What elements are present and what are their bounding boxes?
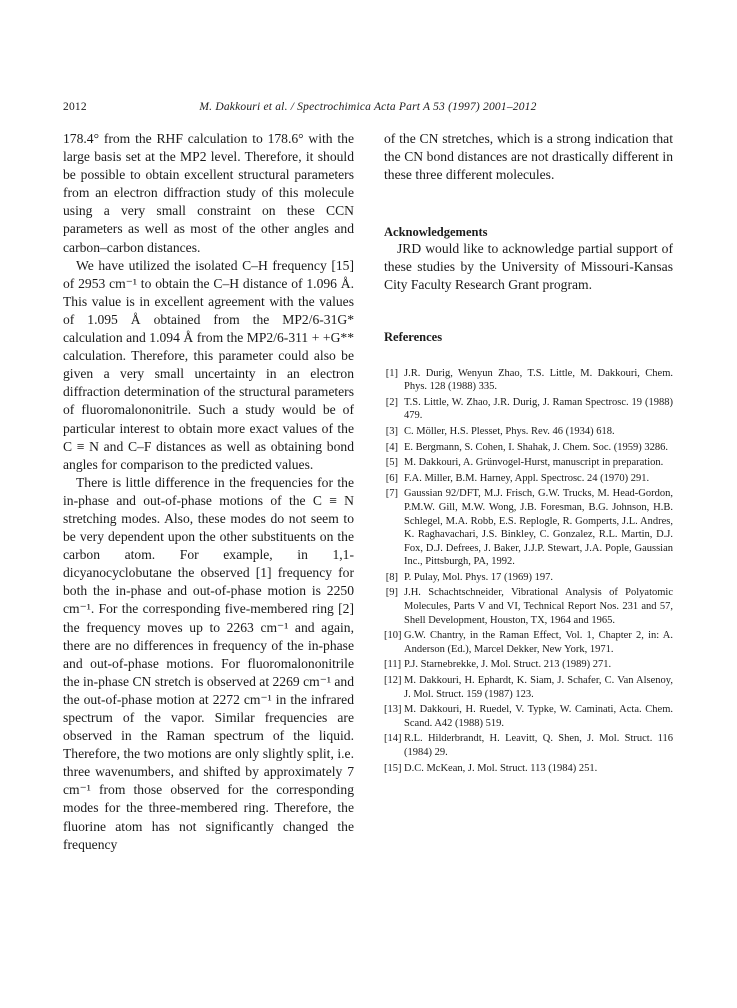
references-heading: References [384,329,443,344]
reference-number: [9] [385,587,398,599]
reference-text: D.C. McKean, J. Mol. Struct. 113 (1984) 251. [404,762,598,774]
reference-item [384,732,673,759]
reference-text: P.J. Starnebrekke, J. Mol. Struct. 213 (1989) 271. [404,659,612,671]
body-paragraph: There is little difference in the frequencies for the in-phase and out-of-phase motions of the C ≡ N stretching modes. Also, these modes do not seem to be very dependent upon the other substituents on the carbon atom. For example, in 1,1-dicyanocyclobutane the observed [1] frequency for both the in-phase and out-of-phase motion is 2250 cm⁻¹. For the corresponding five-membered ring [2] the frequency moves up to 2263 cm⁻¹ and again, there are no differences in frequency of the in-phase and out-of-phase motions. For fluoromalononitrile the in-phase CN stretch is observed at 2269 cm⁻¹ and the out-of-phase motion at 2272 cm⁻¹ in the infrared spectrum of the vapor. Similar frequencies are observed in the Raman spectrum of the liquid. Therefore, the two motions are only slightly split, i.e. three wavenumbers, and shifted by approximately 7 cm⁻¹ from those observed for the corresponding modes for the three-membered ring. Therefore, the fluorine atom has not significantly changed the frequency [63,474,354,852]
running-title: M. Dakkouri et al. / Spectrochimica Acta Part A 53 (1997) 2001–2012 [199,101,537,113]
reference-number: [5] [385,457,398,469]
reference-number: [12] [384,675,402,687]
body-paragraph: of the CN stretches, which is a strong indication that the CN bond distances are not drastically different in these three different molecules. [384,131,673,183]
reference-number: [4] [385,441,398,453]
reference-item [384,441,673,455]
reference-text: M. Dakkouri, H. Ephardt, K. Siam, J. Schafer, C. Van Alsenoy, J. Mol. Struct. 159 (1987) 123. [404,675,673,700]
reference-number: [7] [385,488,398,500]
reference-item [384,674,673,701]
reference-item [384,629,673,656]
reference-text: R.L. Hilderbrandt, H. Leavitt, Q. Shen, J. Mol. Struct. 116 (1984) 29. [404,733,673,758]
reference-text: C. Möller, H.S. Plesset, Phys. Rev. 46 (1934) 618. [404,425,615,437]
reference-item [384,425,673,439]
reference-text: Gaussian 92/DFT, M.J. Frisch, G.W. Trucks, M. Head-Gordon, P.M.W. Gill, M.W. Wong, J.B. Foresman, B.G. Johnson, H.B. Schlegel, M.A. Robb, E.S. Replogle, R. Gomperts, J.L. Andres, K. Raghavachari, J.S. Binkley, C. Gonzalez, R.L. Martin, D.J. Fox, D.J. Defrees, J. Baker, J.J.P. Stewart, J.A. Pople, Gaussian Inc., Pittsburgh, PA, 1992. [404,488,673,568]
left-column [63,130,354,854]
reference-text: T.S. Little, W. Zhao, J.R. Durig, J. Raman Spectrosc. 19 (1988) 479. [404,396,673,422]
acknowledgements-text: JRD would like to acknowledge partial support of these studies by the University of Missouri-Kansas City Faculty Research Grant program. [384,241,673,293]
reference-number: [3] [385,425,398,437]
reference-item [384,703,673,730]
reference-text: G.W. Chantry, in the Raman Effect, Vol. 1, Chapter 2, in: A. Anderson (Ed.), Marcel Dekker, New York, 1971. [404,630,673,655]
reference-item [384,571,673,585]
reference-number: [11] [384,659,402,671]
reference-item [384,396,673,423]
reference-item [384,456,673,470]
body-paragraph: 178.4° from the RHF calculation to 178.6° with the large basis set at the MP2 level. Therefore, it should be possible to obtain excellent structural parameters from an electron diffraction study of this molecule using a very small constraint on these CCN parameters as well as most of the other angles and carbon–carbon distances. [63,131,354,255]
reference-number: [13] [384,704,402,716]
reference-text: M. Dakkouri, H. Ruedel, V. Typke, W. Caminati, Acta. Chem. Scand. A42 (1988) 519. [404,704,673,729]
reference-item [384,367,673,394]
reference-number: [6] [385,472,398,484]
reference-item [384,487,673,569]
reference-item [384,762,673,776]
reference-list [384,367,673,776]
reference-item [384,586,673,627]
reference-text: E. Bergmann, S. Cohen, I. Shahak, J. Chem. Soc. (1959) 3286. [404,441,669,453]
reference-number: [1] [385,367,398,379]
reference-text: P. Pulay, Mol. Phys. 17 (1969) 197. [404,571,553,583]
reference-number: [14] [384,733,402,745]
page-header [63,101,673,117]
right-column [384,130,673,777]
body-paragraph: We have utilized the isolated C–H frequency [15] of 2953 cm⁻¹ to obtain the C–H distance of 1.096 Å. This value is in excellent agreement with the values of 1.095 Å obtained from the MP2/6-31G* calculation and 1.094 Å from the MP2/6-311 + +G** calculation. Therefore, this parameter could also be given a very small uncertainty in an electron diffraction determination of the structural parameters of fluoromalononitrile. Such a study would be of particular interest to obtain more exact values of the C ≡ N and C–F distances as well as obtaining bond angles for comparison to the predicted values. [63,257,354,472]
page-number: 2012 [63,101,87,113]
reference-item [384,658,673,672]
reference-number: [15] [384,762,402,774]
reference-number: [2] [385,396,398,408]
reference-text: M. Dakkouri, A. Grünvogel-Hurst, manuscript in preparation. [404,457,664,469]
reference-text: J.R. Durig, Wenyun Zhao, T.S. Little, M. Dakkouri, Chem. Phys. 128 (1988) 335. [404,367,673,393]
acknowledgements-heading: Acknowledgements [384,225,488,240]
reference-text: F.A. Miller, B.M. Harney, Appl. Spectrosc. 24 (1970) 291. [404,472,650,484]
reference-text: J.H. Schachtschneider, Vibrational Analysis of Polyatomic Molecules, Parts V and VI, Technical Report Nos. 231 and 57, Shell Development, Houston, TX, 1964 and 1965. [404,587,673,626]
reference-item [384,472,673,486]
reference-number: [8] [385,571,398,583]
reference-number: [10] [384,630,402,642]
